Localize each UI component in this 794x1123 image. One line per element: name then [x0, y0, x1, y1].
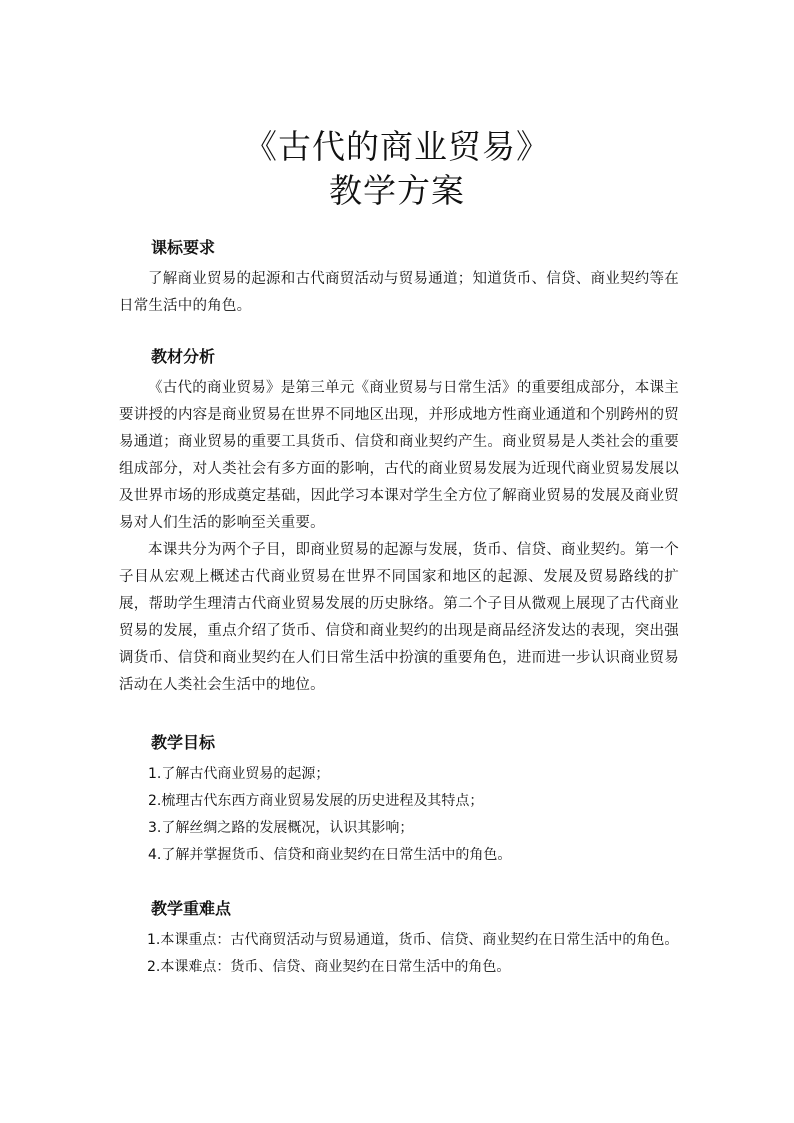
- objective-item-2: 2.梳理古代东西方商业贸易发展的历史进程及其特点；: [148, 793, 484, 809]
- section-objectives: [119, 731, 679, 869]
- key-point-item-2: 2.本课难点：货币、信贷、商业契约在日常生活中的角色。: [147, 959, 511, 975]
- key-point-item-1: 1.本课重点：古代商贸活动与贸易通道，货币、信贷、商业契约在日常生活中的角色。: [147, 932, 679, 948]
- section-heading-objectives: 教学目标: [151, 733, 216, 752]
- section-analysis: [119, 345, 679, 699]
- objective-item-3: 3.了解丝绸之路的发展概况，认识其影响；: [148, 820, 414, 836]
- section-key-points: [119, 897, 679, 981]
- section-heading-key-points: 教学重难点: [151, 899, 232, 918]
- section-curriculum: [119, 236, 679, 320]
- analysis-paragraph-1: 《古代的商业贸易》是第三单元《商业贸易与日常生活》的重要组成部分，本课主要讲授的内容是商业贸易在世界不同地区出现，并形成地方性商业通道和个别跨州的贸易通道；商业贸易的重要工具货币、信贷和商业契约产生。商业贸易是人类社会的重要组成部分，对人类社会有多方面的影响，古代的商业贸易发展为近现代商业贸易发展以及世界市场的形成奠定基础，因此学习本课对学生全方位了解商业贸易的发展及商业贸易对人们生活的影响至关重要。: [119, 380, 679, 531]
- document-title: [0, 125, 794, 213]
- section-heading-curriculum: 课标要求: [151, 238, 216, 257]
- curriculum-paragraph: 了解商业贸易的起源和古代商贸活动与贸易通道；知道货币、信贷、商业契约等在日常生活中的角色。: [119, 271, 679, 314]
- analysis-paragraph-2: 本课共分为两个子目，即商业贸易的起源与发展，货币、信贷、商业契约。第一个子目从宏观上概述古代商业贸易在世界不同国家和地区的起源、发展及贸易路线的扩展，帮助学生理清古代商业贸易发展的历史脉络。第二个子目从微观上展现了古代商业贸易的发展，重点介绍了货币、信贷和商业契约的出现是商品经济发达的表现，突出强调货币、信贷和商业契约在人们日常生活中扮演的重要角色，进而进一步认识商业贸易活动在人类社会生活中的地位。: [119, 542, 679, 693]
- section-heading-analysis: 教材分析: [151, 347, 216, 366]
- title-line-1: 《古代的商业贸易》: [244, 127, 550, 166]
- objective-item-4: 4.了解并掌握货币、信贷和商业契约在日常生活中的角色。: [148, 847, 512, 863]
- title-line-2: 教学方案: [329, 171, 465, 210]
- objective-item-1: 1.了解古代商业贸易的起源；: [148, 766, 330, 782]
